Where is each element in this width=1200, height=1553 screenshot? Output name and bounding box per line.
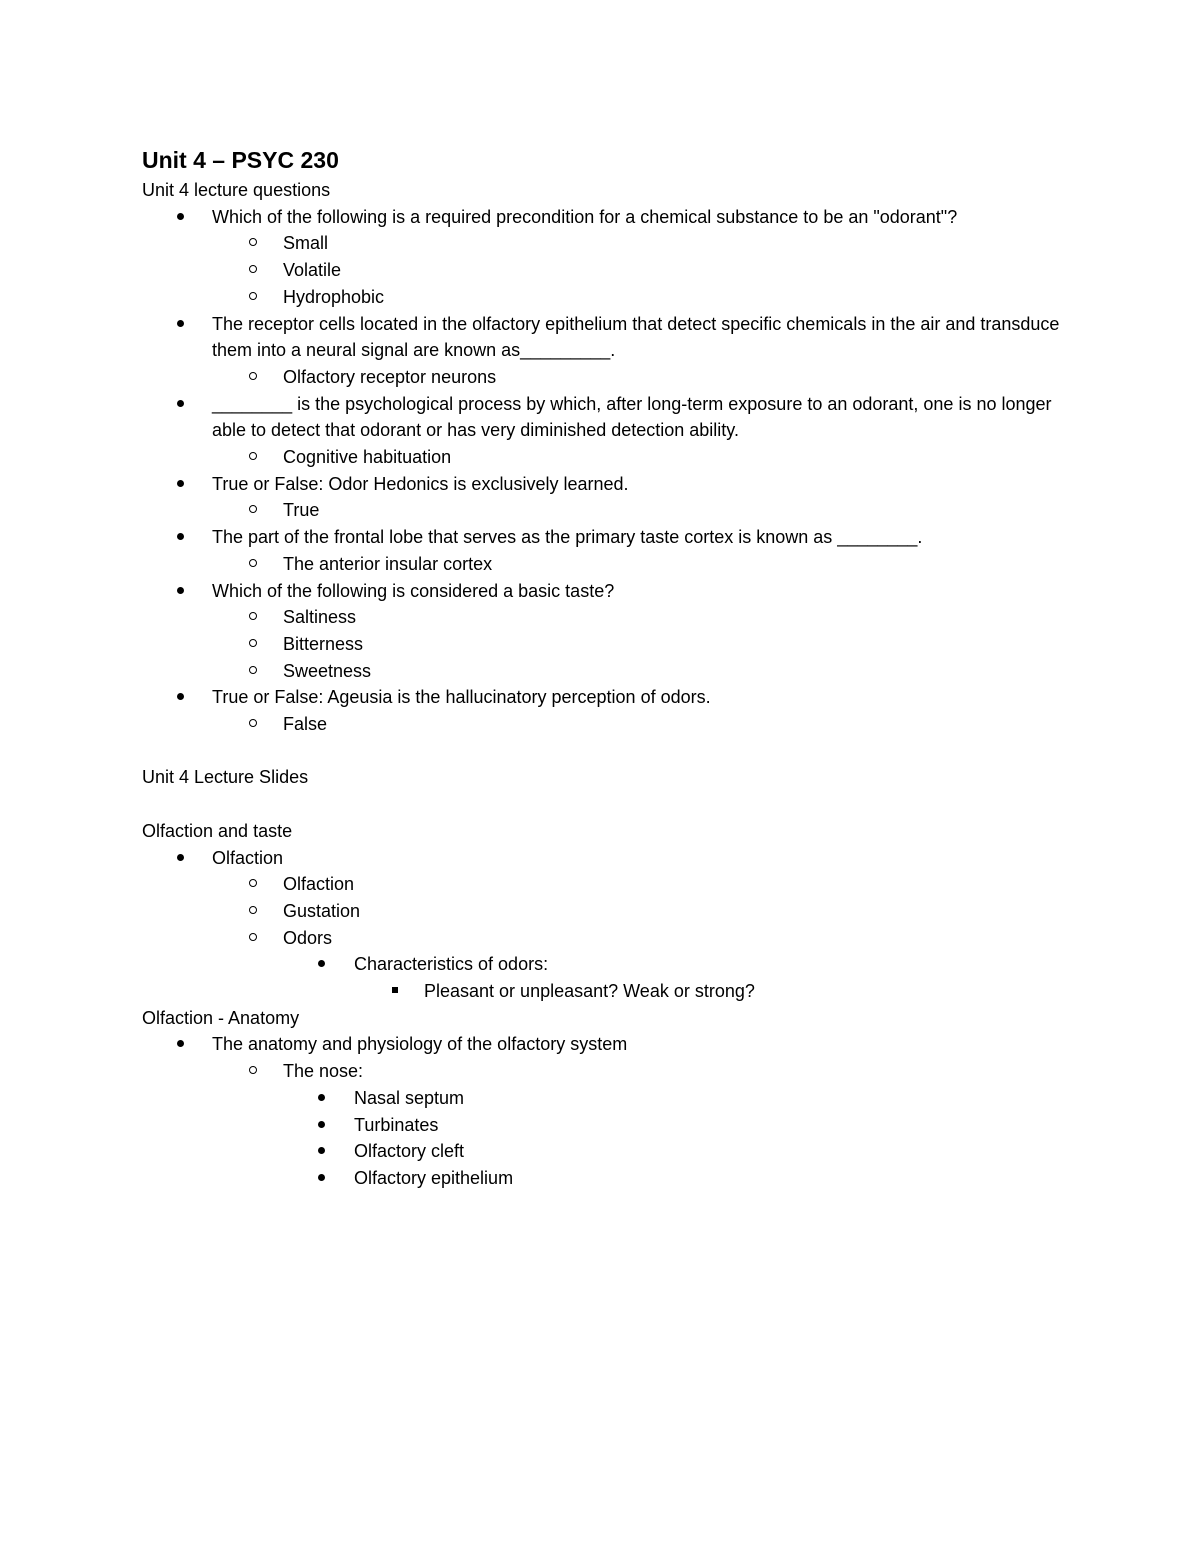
question-item: Which of the following is a required precondition for a chemical substance to be an "odorant"? <box>142 204 1082 231</box>
bullet-icon <box>177 213 184 220</box>
circle-bullet-icon <box>249 1066 257 1074</box>
bullet-icon <box>177 1040 184 1047</box>
list-item: Odors <box>142 925 1082 952</box>
list-item: Olfactory epithelium <box>142 1165 1082 1192</box>
square-bullet-icon <box>392 987 398 993</box>
spacer <box>142 791 1082 818</box>
answer-item: Small <box>142 230 1082 257</box>
lecture-questions-list <box>142 204 1082 738</box>
list-item: Nasal septum <box>142 1085 1082 1112</box>
list-item: The anatomy and physiology of the olfactory system <box>142 1031 1082 1058</box>
circle-bullet-icon <box>249 612 257 620</box>
circle-bullet-icon <box>249 505 257 513</box>
circle-bullet-icon <box>249 666 257 674</box>
bullet-icon <box>318 1121 325 1128</box>
bullet-icon <box>318 1174 325 1181</box>
circle-bullet-icon <box>249 933 257 941</box>
bullet-icon <box>177 693 184 700</box>
circle-bullet-icon <box>249 372 257 380</box>
circle-bullet-icon <box>249 559 257 567</box>
circle-bullet-icon <box>249 879 257 887</box>
list-item: Characteristics of odors: <box>142 951 1082 978</box>
answer-item: The anterior insular cortex <box>142 551 1082 578</box>
spacer <box>142 738 1082 765</box>
section-heading-olfaction-taste: Olfaction and taste <box>142 820 293 841</box>
bullet-icon <box>177 400 184 407</box>
question-item: True or False: Odor Hedonics is exclusively learned. <box>142 471 1082 498</box>
bullet-icon <box>177 480 184 487</box>
question-item: The receptor cells located in the olfactory epithelium that detect specific chemicals in the air and transduce them into a neural signal are known as_________. <box>142 311 1082 364</box>
question-item: True or False: Ageusia is the hallucinatory perception of odors. <box>142 684 1082 711</box>
section-heading-lecture-questions: Unit 4 lecture questions <box>142 180 331 200</box>
answer-item: Sweetness <box>142 658 1082 685</box>
bullet-icon <box>177 320 184 327</box>
bullet-icon <box>177 587 184 594</box>
circle-bullet-icon <box>249 719 257 727</box>
answer-item: False <box>142 711 1082 738</box>
list-item: Turbinates <box>142 1112 1082 1139</box>
circle-bullet-icon <box>249 265 257 273</box>
section-heading-anatomy: Olfaction - Anatomy <box>142 1007 300 1028</box>
list-item: The nose: <box>142 1058 1082 1085</box>
answer-item: Olfactory receptor neurons <box>142 364 1082 391</box>
question-item: Which of the following is considered a basic taste? <box>142 578 1082 605</box>
bullet-icon <box>318 1094 325 1101</box>
list-item: Olfactory cleft <box>142 1138 1082 1165</box>
list-item: Olfaction <box>142 871 1082 898</box>
answer-item: Hydrophobic <box>142 284 1082 311</box>
list-item: Pleasant or unpleasant? Weak or strong? <box>142 978 1082 1005</box>
circle-bullet-icon <box>249 452 257 460</box>
answer-item: True <box>142 497 1082 524</box>
bullet-icon <box>318 960 325 967</box>
circle-bullet-icon <box>249 906 257 914</box>
bullet-icon <box>318 1147 325 1154</box>
section-heading-lecture-slides: Unit 4 Lecture Slides <box>142 767 309 788</box>
document-body <box>142 143 1082 1192</box>
question-item: ________ is the psychological process by which, after long-term exposure to an odorant, one is no longer able to detect that odorant or has very diminished detection ability. <box>142 391 1082 444</box>
question-item: The part of the frontal lobe that serves as the primary taste cortex is known as ________. <box>142 524 1082 551</box>
list-item: Gustation <box>142 898 1082 925</box>
bullet-icon <box>177 533 184 540</box>
answer-item: Cognitive habituation <box>142 444 1082 471</box>
answer-item: Saltiness <box>142 604 1082 631</box>
circle-bullet-icon <box>249 238 257 246</box>
circle-bullet-icon <box>249 639 257 647</box>
circle-bullet-icon <box>249 292 257 300</box>
list-item: Olfaction <box>142 845 1082 872</box>
bullet-icon <box>177 854 184 861</box>
answer-item: Volatile <box>142 257 1082 284</box>
answer-item: Bitterness <box>142 631 1082 658</box>
document-title: Unit 4 – PSYC 230 <box>142 147 339 173</box>
